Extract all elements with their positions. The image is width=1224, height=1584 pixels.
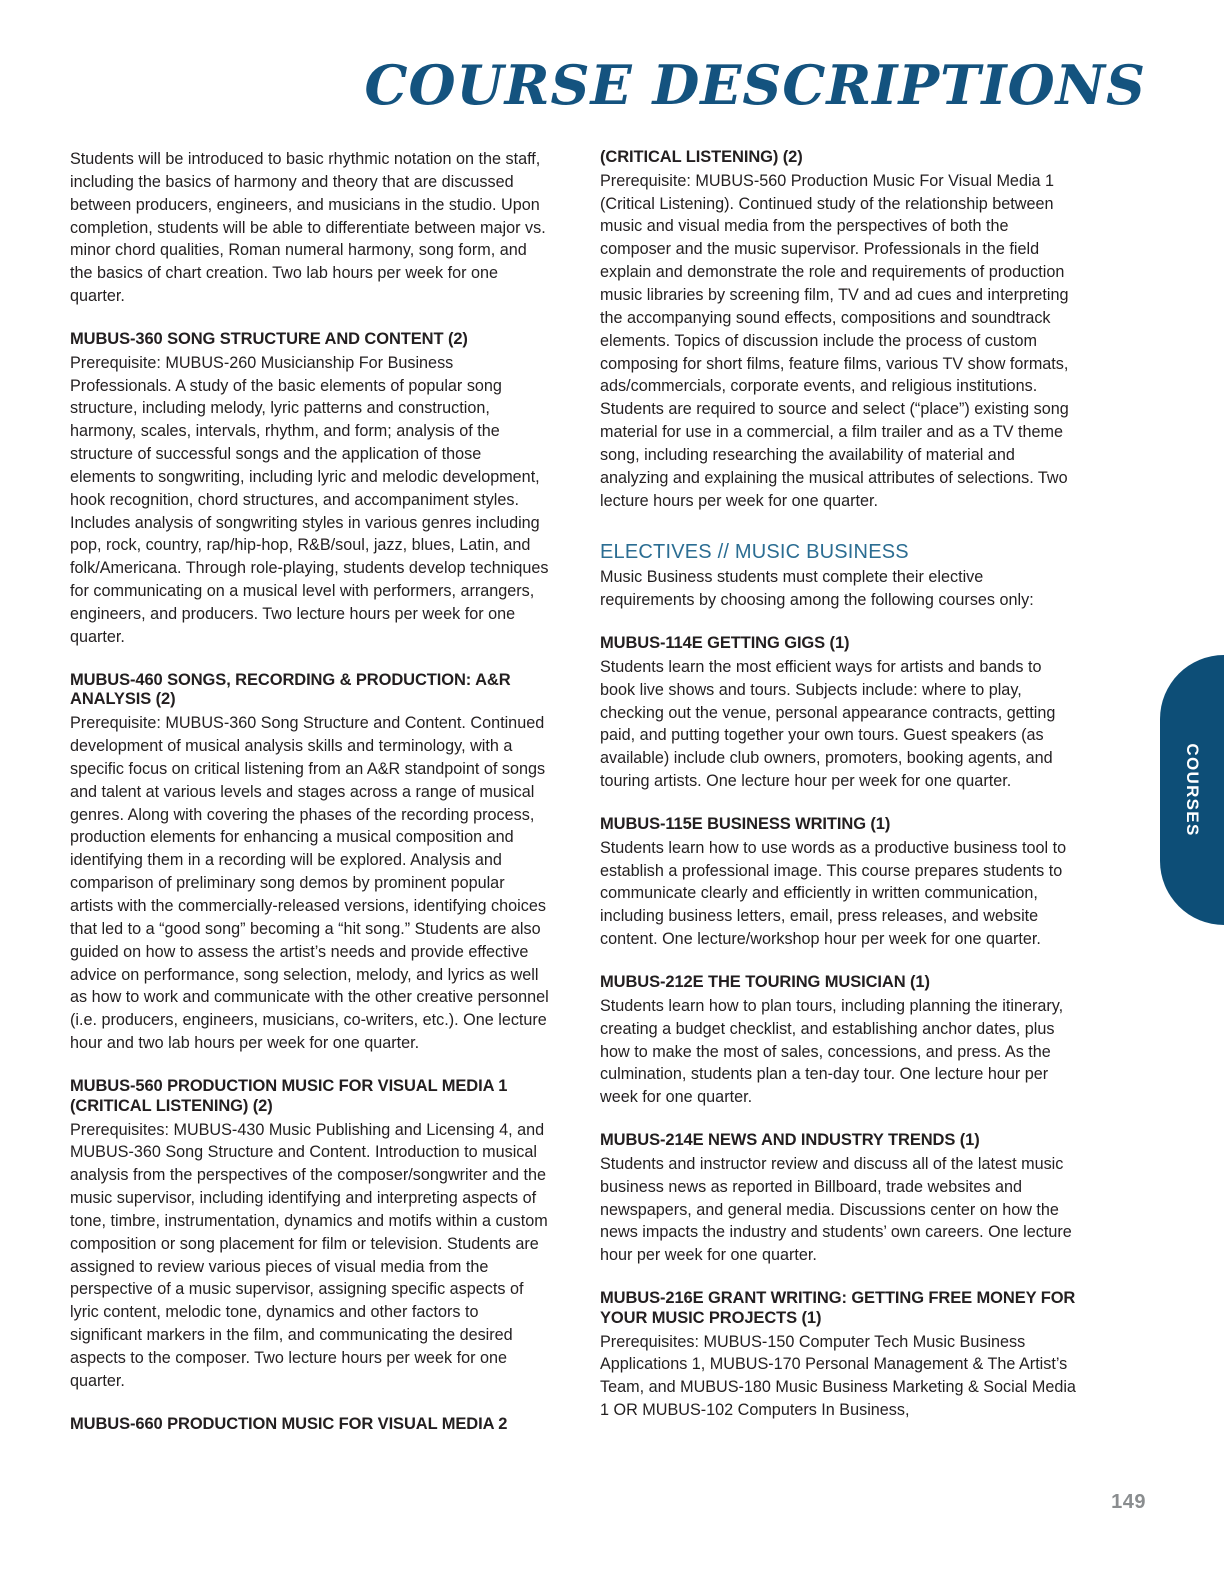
course-entry [600, 1289, 1078, 1422]
page-title: COURSE DESCRIPTIONS [364, 53, 1146, 117]
course-description: Students and instructor review and discuss all of the latest music business news as reported in Billboard, trade websites and newspapers, and general media. Discussions center on how the news impacts the industry and students’ own careers. One lecture hour per week for one quarter. [600, 1154, 1072, 1265]
course-description: Students learn the most efficient ways for artists and bands to book live shows and tours. Subjects include: where to play, checking out the venue, personal appearance contracts, getting paid, and putting together your own tours. Guest speakers (as available) include club owners, promoters, booking agents, and touring artists. One lecture hour per week for one quarter. [600, 657, 1056, 791]
course-description: Prerequisite: MUBUS-260 Musicianship For Business Professionals. A study of the basic elements of popular song structure, including melody, lyric patterns and construction, harmony, scales, intervals, rhythm, and form; analysis of the structure of successful songs and the application of those elements to songwriting, including lyric and melodic development, hook recognition, chord structures, and accompaniment styles. Includes analysis of songwriting styles in various genres including pop, rock, country, rap/hip-hop, R&B/soul, jazz, blues, Latin, and folk/Americana. Through role-playing, students develop techniques for communicating on a musical level with performers, arrangers, engineers, and producers. Two lecture hours per week for one quarter. [70, 353, 549, 646]
side-tab-label: COURSES [1183, 743, 1202, 837]
course-entry [70, 1077, 550, 1393]
course-title: MUBUS-212E THE TOURING MUSICIAN (1) [600, 973, 930, 992]
course-description: Students learn how to plan tours, including planning the itinerary, creating a budget checklist, and establishing anchor dates, plus how to make the most of sales, concessions, and press. As the culmination, students plan a ten-day tour. One lecture hour per week for one quarter. [600, 996, 1064, 1107]
section-heading-electives: ELECTIVES // MUSIC BUSINESS [600, 541, 909, 564]
course-entry [600, 1131, 1078, 1267]
course-description: Prerequisites: MUBUS-430 Music Publishing and Licensing 4, and MUBUS-360 Song Structure and Content. Introduction to musical analysis from the perspectives of the composer/songwriter and the music supervisor, including identifying and interpreting aspects of tone, timbre, instrumentation, dynamics and motifs within a custom composition or song placement for film or television. Students are assigned to review various pieces of visual media from the perspective of a music supervisor, assigning specific aspects of lyric content, melodic tone, dynamics and other factors to significant markers in the film, and communicating the desired aspects to the composer. Two lecture hours per week for one quarter. [70, 1120, 548, 1390]
course-title: MUBUS-360 SONG STRUCTURE AND CONTENT (2) [70, 329, 468, 348]
course-description: Prerequisite: MUBUS-360 Song Structure and Content. Continued development of musical analysis skills and terminology, with a specific focus on critical listening from an A&R standpoint of songs and talent at various levels and stages across a range of musical genres. Along with covering the phases of the recording process, production elements for enhancing a musical composition and identifying them in a recording will be explored. Analysis and comparison of preliminary song demos by prominent popular artists with the commercially-released versions, identifying choices that led to a “good song” becoming a “hit song.” Students are also guided on how to assess the artist’s needs and provide effective advice on performance, song selection, melody, and lyrics as well as how to work and communicate with the other creative personnel (i.e. producers, engineers, musicians, co-writers, etc.). One lecture hour and two lab hours per week for one quarter. [70, 714, 549, 1053]
intro-paragraph: Students will be introduced to basic rhythmic notation on the staff, including the basics of harmony and theory that are discussed between producers, engineers, and musicians in the studio. Upon completion, students will be able to differentiate between major vs. minor chord qualities, Roman numeral harmony, song form, and the basics of chart creation. Two lab hours per week for one quarter. [70, 150, 546, 306]
course-entry [600, 634, 1078, 793]
right-column [600, 148, 1078, 1436]
course-description: Students learn how to use words as a productive business tool to establish a professional image. This course prepares students to communicate clearly and efficiently in written communication, including business letters, email, press releases, and website content. One lecture/workshop hour per week for one quarter. [600, 838, 1067, 949]
course-title: MUBUS-216E GRANT WRITING: GETTING FREE MONEY FOR YOUR MUSIC PROJECTS (1) [600, 1289, 1076, 1327]
left-column [70, 148, 550, 1436]
course-title: MUBUS-660 PRODUCTION MUSIC FOR VISUAL MEDIA 2 [70, 1414, 508, 1433]
course-title: MUBUS-115E BUSINESS WRITING (1) [600, 815, 891, 833]
course-title: MUBUS-460 SONGS, RECORDING & PRODUCTION: A&R ANALYSIS (2) [70, 670, 511, 709]
page-number: 149 [1111, 1491, 1146, 1513]
course-entry [600, 815, 1078, 951]
section-side-tab [1160, 655, 1224, 925]
course-title: MUBUS-560 PRODUCTION MUSIC FOR VISUAL MEDIA 1 (CRITICAL LISTENING) (2) [70, 1076, 508, 1115]
course-title: MUBUS-214E NEWS AND INDUSTRY TRENDS (1) [600, 1131, 980, 1150]
course-description: Prerequisite: MUBUS-560 Production Music For Visual Media 1 (Critical Listening). Continued study of the relationship between music and visual media from the perspectives of both the composer and the music supervisor. Professionals in the field explain and demonstrate the role and requirements of production music libraries by screening film, TV and ad cues and interpreting the accompanying sound effects, compositions and soundtrack elements. Topics of discussion include the process of custom composing for short films, feature films, various TV show formats, ads/commercials, corporate events, and religious institutions. Students are required to source and select (“place”) existing song material for use in a commercial, a film trailer and as a TV theme song, including researching the availability of material and analyzing and explaining the musical attributes of selections. Two lecture hours per week for one quarter. [600, 171, 1069, 510]
course-entry [600, 973, 1078, 1109]
course-title: MUBUS-114E GETTING GIGS (1) [600, 634, 850, 653]
course-title: (CRITICAL LISTENING) (2) [600, 148, 803, 166]
section-intro: Music Business students must complete their elective requirements by choosing among the following courses only: [600, 568, 1034, 610]
course-entry [70, 330, 550, 649]
content-columns [70, 148, 1080, 1436]
course-entry [70, 671, 550, 1055]
course-description: Prerequisites: MUBUS-150 Computer Tech Music Business Applications 1, MUBUS-170 Personal Management & The Artist’s Team, and MUBUS-180 Music Business Marketing & Social Media 1 OR MUBUS-102 Computers In Business, [600, 1332, 1076, 1420]
course-entry [70, 1415, 550, 1435]
course-entry-continued [600, 148, 1078, 512]
